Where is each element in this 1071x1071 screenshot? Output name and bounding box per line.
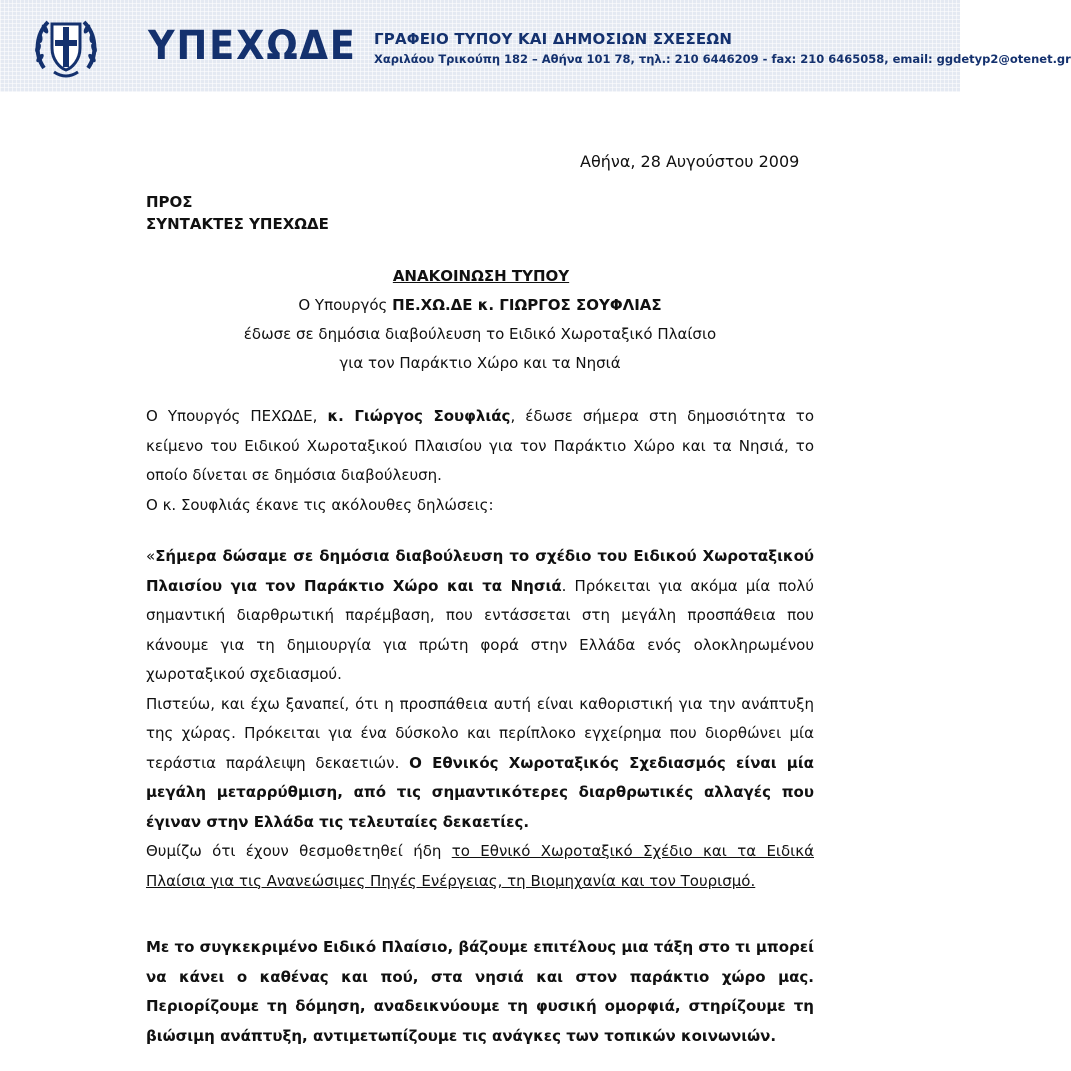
- recipient-name: ΣΥΝΤΑΚΤΕΣ ΥΠΕΧΩΔΕ: [146, 215, 329, 233]
- final-paragraph-text: Με το συγκεκριμένο Ειδικό Πλαίσιο, βάζουμε επιτέλους μια τάξη στο τι μπορεί να κάνει ο καθένας και πού, στα νησιά και στον παράκτιο χώρο μας. Περιορίζουμε τη δόμηση, αναδεικνύουμε τη φυσική ομορφιά, στηρίζουμε τη βιώσιμη ανάπτυξη, αντιμετωπίζουμε τις ανάγκες των τοπικών κοινωνιών.: [146, 938, 814, 1045]
- quote-bold-national: Ο Εθνικός Χωροταξικός Σχεδιασμός είναι μία μεγάλη μεταρρύθμιση, από τις σημαντικότερες διαρθρωτικές αλλαγές που έγιναν στην Ελλάδα τις τελευταίες δεκαετίες.: [146, 753, 814, 831]
- announcement-title: [0, 262, 960, 378]
- greek-coat-of-arms-icon: [30, 10, 102, 82]
- announcement-line-1-prefix: Ο Υπουργός: [298, 296, 393, 314]
- quote-open-mark: «: [146, 547, 156, 565]
- quote-paragraph: [146, 542, 814, 896]
- announcement-line-1-bold: ΠΕ.ΧΩ.ΔΕ κ. ΓΙΩΡΓΟΣ ΣΟΥΦΛΙΑΣ: [392, 296, 662, 314]
- announcement-line-1: [0, 291, 960, 320]
- quote-bold-intro: Σήμερα δώσαμε σε δημόσια διαβούλευση το σχέδιο του Ειδικού Χωροταξικού Πλαισίου για τον Παράκτιο Χώρο και τα Νησιά: [146, 547, 814, 595]
- office-title: ΓΡΑΦΕΙΟ ΤΥΠΟΥ ΚΑΙ ΔΗΜΟΣΙΩΝ ΣΧΕΣΕΩΝ: [374, 30, 733, 48]
- intro-text: [146, 402, 814, 491]
- announcement-line-3: για τον Παράκτιο Χώρο και τα Νησιά: [339, 354, 621, 372]
- announcement-heading: ΑΝΑΚΟΙΝΩΣΗ ΤΥΠΟΥ: [392, 267, 570, 285]
- date-line: Αθήνα, 28 Αυγούστου 2009: [580, 152, 800, 171]
- letterhead-header: [0, 0, 1071, 92]
- statement-intro: Ο κ. Σουφλιάς έκανε τις ακόλουθες δηλώσεις:: [146, 495, 494, 514]
- intro-paragraph: [146, 402, 814, 520]
- minister-name: κ. Γιώργος Σουφλιάς: [327, 407, 511, 425]
- quote-part-2: [146, 690, 814, 838]
- quote-sentence-2: Πιστεύω, και έχω ξαναπεί, ότι η προσπάθεια αυτή είναι καθοριστική για την ανάπτυξη της χώρας. Πρόκειται για ένα δύσκολο και περίπλοκο εγχείρημα που διορθώνει μία τεράστια παράλειψη δεκαετιών.: [146, 694, 814, 772]
- intro-rest: , έδωσε σήμερα στη δημοσιότητα το κείμενο του Ειδικού Χωροταξικού Πλαισίου για τον Παράκτιο Χώρο και τα Νησιά, το οποίο δίνεται σε δημόσια διαβούλευση.: [146, 407, 814, 484]
- final-paragraph: [146, 933, 814, 1051]
- quote-reminder-prefix: Θυμίζω ότι έχουν θεσμοθετηθεί ήδη: [146, 842, 452, 860]
- recipient-block: [146, 191, 329, 235]
- intro-prefix: Ο Υπουργός ΠΕΧΩΔΕ,: [146, 407, 328, 425]
- announcement-line-2: έδωσε σε δημόσια διαβούλευση το Ειδικό Χωροταξικό Πλαίσιο: [243, 325, 717, 343]
- quote-after-intro: . Πρόκειται για ακόμα μία πολύ σημαντική διαρθρωτική παρέμβαση, που εντάσσεται στη μεγάλη προσπάθεια που κάνουμε για τη δημιουργία για πρώτη φορά στην Ελλάδα ενός ολοκληρωμένου χωροταξικού σχεδιασμού.: [146, 576, 814, 683]
- logo-text: ΥΠΕΧΩΔΕ: [148, 23, 357, 69]
- quote-part-3: [146, 837, 814, 896]
- recipient-label: ΠΡΟΣ: [146, 193, 193, 211]
- quote-part-1: [146, 542, 814, 690]
- quote-reminder-underlined: το Εθνικό Χωροταξικό Σχέδιο και τα Ειδικά Πλαίσια για τις Ανανεώσιμες Πηγές Ενέργειας, τη Βιομηχανία και τον Τουρισμό.: [146, 842, 814, 890]
- office-address: Χαριλάου Τρικούπη 182 – Αθήνα 101 78, τηλ.: 210 6446209 - fax: 210 6465058, email: ggdetyp2@otenet.gr: [374, 52, 1071, 66]
